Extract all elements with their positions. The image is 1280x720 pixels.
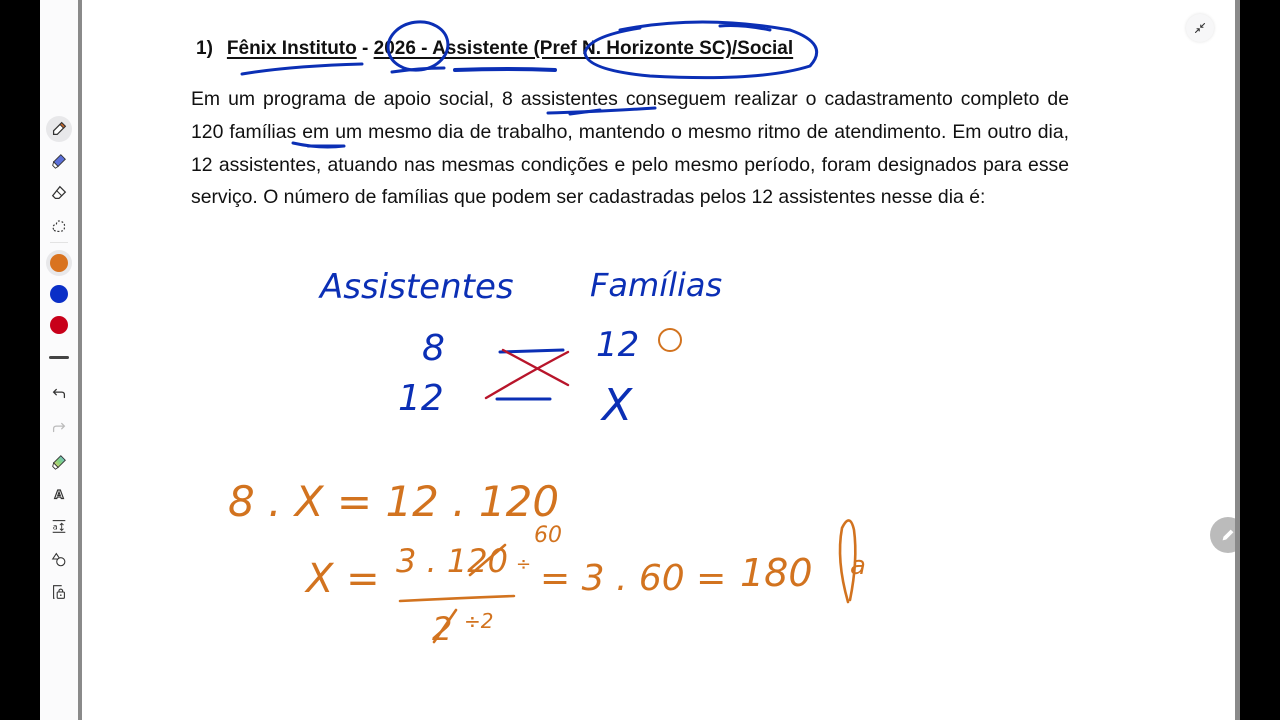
ink-to-shape-button[interactable] [46,449,72,475]
question-number: 1) [196,38,213,59]
highlighter-icon [50,152,68,170]
color-orange-button[interactable] [46,250,72,276]
undo-icon [50,384,68,402]
blue-swatch-icon [50,285,68,303]
hw-col1-header: Assistentes [320,267,514,307]
math-icon [50,517,68,535]
exit-fullscreen-button[interactable] [1186,14,1214,42]
drawing-toolbar [40,0,78,720]
hw-row2-familias: X [602,380,633,431]
ink-text-icon [50,485,68,503]
pen-icon [50,120,68,138]
letterbox-right [1240,0,1280,720]
hw-row2-assistentes: 12 [398,378,444,419]
shapes-button[interactable] [46,546,72,572]
collapse-arrows-icon [1194,22,1206,34]
hw-num-note: ÷ [516,554,532,575]
red-swatch-icon [50,316,68,334]
title-exam: 2026 - Assistente (Pref N. Horizonte SC)/Social [373,38,794,59]
lock-canvas-button[interactable] [46,579,72,605]
hw-solution-numerator: 3 . 120 [396,542,508,580]
stroke-width-button[interactable] [49,356,69,359]
hw-row1-assistentes: 8 [422,328,445,369]
hw-solution-x-eq: X = [306,556,380,602]
eraser-tool-button[interactable] [46,180,72,206]
shapes-icon [50,550,68,568]
highlighter-tool-button[interactable] [46,148,72,174]
question-body: Em um programa de apoio social, 8 assistentes conseguem realizar o cadastramento completo de 120 famílias em um mesmo dia de trabalho, mantendo o mesmo ritmo de atendimento. Em outro dia, 12 assistentes, atuando nas mesmas condições e pelo mesmo período, foram designados para esse serviço. O número de famílias que podem ser cadastradas pelos 12 assistentes nesse dia é: [191,88,1069,209]
eraser-icon [50,184,68,202]
hw-solution-step: = 3 . 60 = [540,558,727,599]
lock-icon [50,583,68,601]
redo-button[interactable] [46,414,72,440]
hw-unit-a: a [850,551,866,581]
hw-solution-result: 180 [740,551,813,595]
letterbox-left [0,0,40,720]
hw-row1-familias: 12 [596,325,640,365]
hw-num-result: 60 [534,523,562,548]
hw-solution-line1: 8 . X = 12 . 120 [228,477,560,526]
title-source: Fênix Instituto [226,38,357,59]
color-red-button[interactable] [46,312,72,338]
pen-tool-button[interactable] [46,116,72,142]
svg-text:a: a [52,521,58,532]
hw-solution-den-note: ÷2 [464,609,494,633]
color-blue-button[interactable] [46,281,72,307]
lasso-select-button[interactable] [46,213,72,239]
lasso-icon [50,217,68,235]
svg-text:A: A [54,487,64,502]
ink-to-text-button[interactable] [46,481,72,507]
orange-swatch-icon [50,254,68,272]
hw-col2-header: Famílias [590,266,723,304]
toolbar-separator [50,242,68,243]
undo-button[interactable] [46,380,72,406]
question-title [196,38,793,60]
ink-math-button[interactable] [46,513,72,539]
title-separator: - [356,38,374,59]
redo-icon [50,418,68,436]
rainbow-pen-icon [50,453,68,471]
hw-solution-denominator: 2 [432,610,453,648]
